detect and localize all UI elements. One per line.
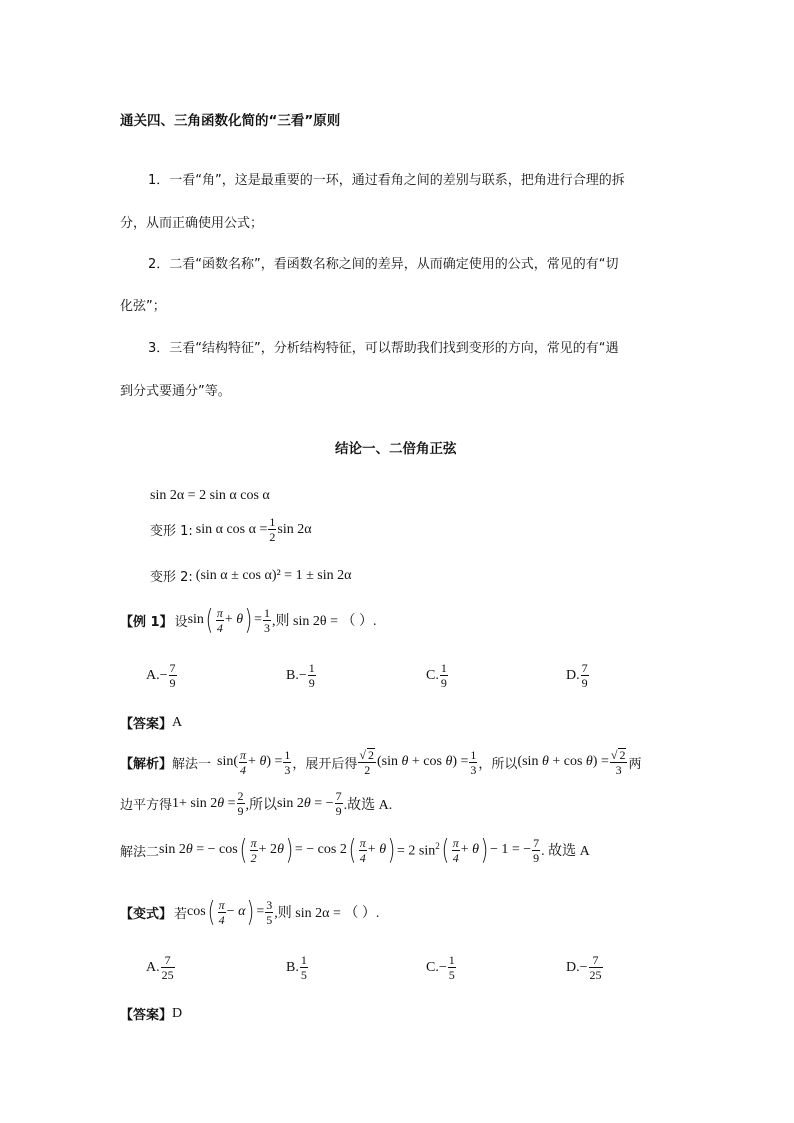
method-1-expand-text: ，展开后得 — [292, 756, 358, 772]
variant-option-b[interactable]: B. $\frac{1}{5}$ — [286, 953, 307, 982]
subsection-heading: 结论一、二倍角正弦 — [335, 441, 457, 457]
method-1-tail-text: 两 — [628, 756, 642, 772]
answer-label: 【答案】 — [120, 717, 173, 732]
method-1-line-2-tail: .故选 A. — [343, 797, 393, 813]
example-label: 【例 1】 — [120, 614, 173, 630]
option-b[interactable]: B. − $\frac{1}{9}$ — [286, 661, 315, 690]
option-a[interactable]: A. − $\frac{7}{9}$ — [146, 661, 176, 690]
answer-value: A — [172, 714, 183, 730]
variant-answer-value: D — [172, 1005, 183, 1021]
method-1-label: 解法一 — [172, 756, 212, 772]
example-1-question: 【例 1】 设 sin ( $\frac{\pi}{4}$ + θ ) = $\frac{1}{3}$ ,则 sin 2θ = （ ）. — [120, 603, 377, 636]
rule-3-line-1: 3．三看“结构特征”，分析结构特征，可以帮助我们找到变形的方向，常见的有“遇 — [148, 341, 619, 356]
variant-question: 【变式】 若 cos ( $\frac{\pi}{4}$ − α ) = $\frac{3}{5}$ ,则 sin 2α = （ ）. — [120, 895, 380, 928]
method-1-line-2-mid: ,所以 — [245, 797, 278, 813]
variant-2-formula — [150, 566, 351, 585]
example-lead: 设 — [174, 614, 188, 630]
variant-option-d[interactable]: D. − $\frac{7}{25}$ — [566, 953, 602, 982]
example-1-answer — [120, 713, 182, 732]
rule-3-line-2: 到分式要通分”等。 — [120, 384, 231, 399]
variant-question-tail: ,则 sin 2α = （ ）. — [274, 906, 380, 921]
method-2-label: 解法二 — [120, 844, 160, 860]
method-1-so-text: ，所以 — [478, 756, 518, 772]
example-question-tail: ,则 sin 2θ = （ ）. — [272, 614, 377, 629]
section-title: 通关四、三角函数化简的“三看”原则 — [120, 113, 341, 129]
rule-1-line-1: 1．一看“角”，这是最重要的一环，通过看角之间的差别与联系，把角进行合理的拆 — [148, 173, 625, 188]
rule-1-line-2: 分，从而正确使用公式； — [120, 216, 264, 231]
variant-option-a[interactable]: A. $\frac{7}{25}$ — [146, 953, 174, 982]
rule-2-line-1: 2．二看“函数名称”，看函数名称之间的差异，从而确定使用的公式，常见的有“切 — [148, 257, 619, 272]
rule-2-line-2: 化弦”； — [120, 299, 166, 314]
half-fraction: $\frac{1}{2}$ — [269, 515, 276, 544]
variant-1-formula — [150, 516, 312, 543]
variant-1-label: 变形 1: — [150, 524, 193, 539]
option-c[interactable]: C. $\frac{1}{9}$ — [426, 661, 447, 690]
analysis-line-1: 【解析】 解法一 sin( $\frac{\pi}{4}$ + θ) = $\frac{1}{3}$ ，展开后得 $\frac{√ 2}{2}$ (sin θ + cos θ) = $\frac{1}{3}$ ，所以 (sin θ + cos θ) = $\frac{√ 2}{3}$ 两 — [120, 747, 642, 777]
double-angle-formula: sin 2α = 2 sin α cos α — [150, 488, 270, 503]
variant-2-expr: (sin α ± cos α)² = 1 ± sin 2α — [195, 567, 352, 583]
variant-2-label: 变形 2: — [150, 570, 193, 585]
method-2-line: 解法二 sin 2θ = − cos ( $\frac{\pi}{2}$ + 2θ ) = − cos 2 ( $\frac{\pi}{4}$ + θ ) = 2 $\sin^2$ ( $\frac{\pi}{4}$ + θ ) − 1 = − $\frac{7}{9}$ . 故选 A — [120, 833, 590, 866]
method-2-tail: . 故选 A — [541, 844, 590, 859]
option-d[interactable]: D. $\frac{7}{9}$ — [566, 661, 588, 690]
variant-1-rhs: sin 2α — [277, 521, 312, 537]
method-1-line-2-lead: 边平方得 — [120, 798, 173, 813]
analysis-label: 【解析】 — [120, 756, 173, 772]
variant-answer — [120, 1004, 182, 1023]
variant-1-lhs: sin α cos α = — [195, 521, 268, 537]
variant-option-c[interactable]: C. − $\frac{1}{5}$ — [426, 953, 455, 982]
variant-answer-label: 【答案】 — [120, 1008, 173, 1023]
variant-label: 【变式】 — [120, 906, 173, 922]
variant-lead: 若 — [174, 906, 188, 922]
analysis-line-2: 边平方得 1+ sin 2θ = $\frac{2}{9}$ ,所以 sin 2θ = − $\frac{7}{9}$ .故选 A. — [120, 789, 393, 818]
